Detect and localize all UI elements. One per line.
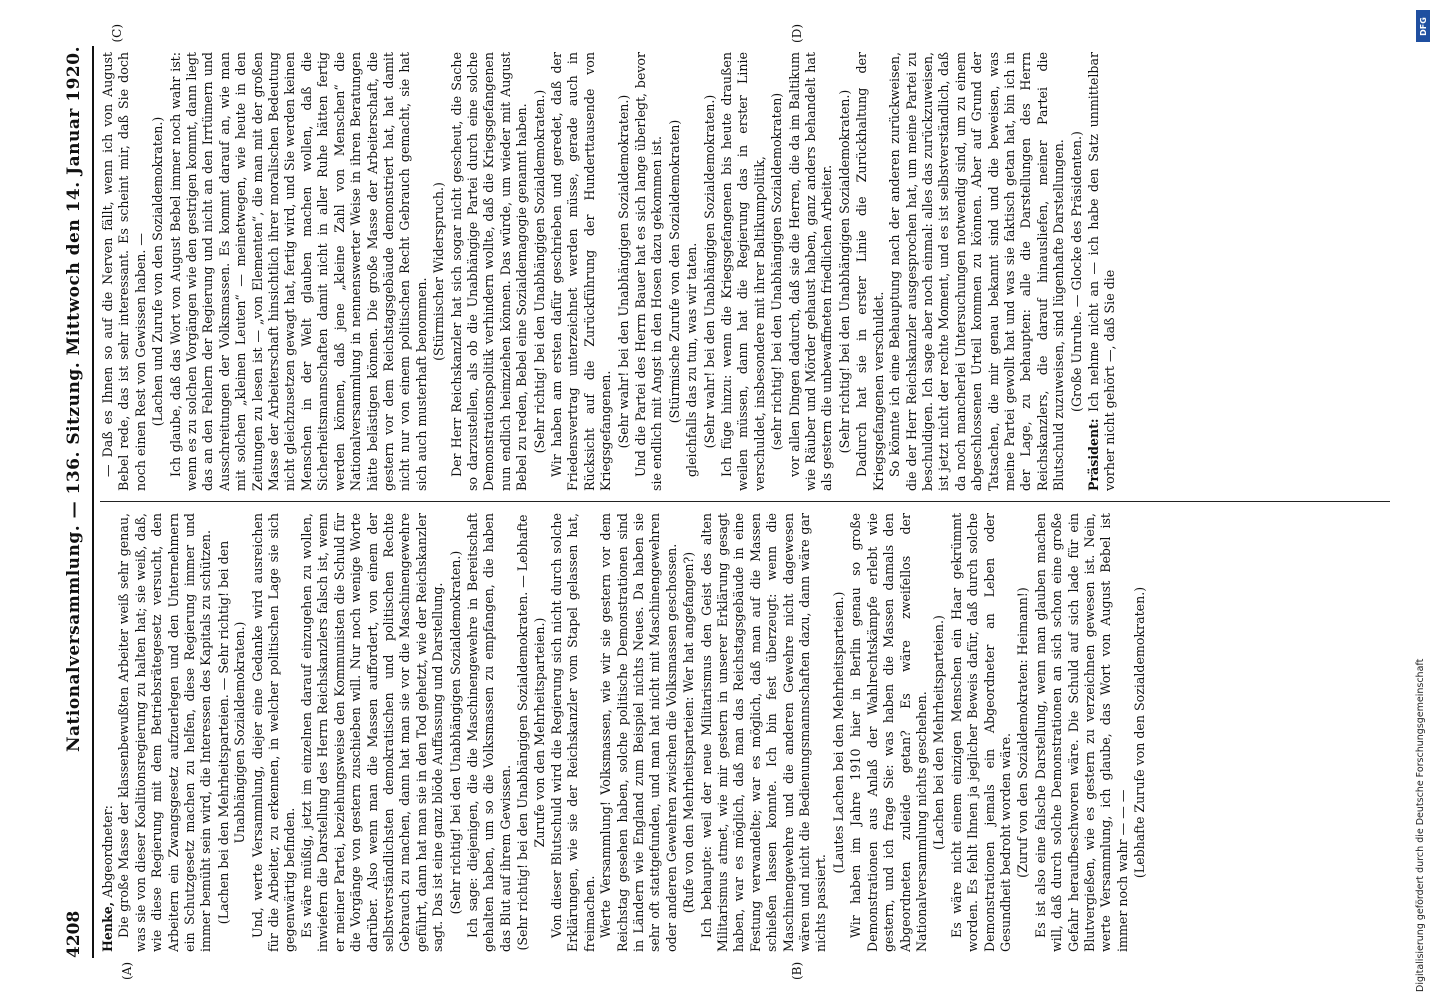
speech-paragraph: Ich sage: diejenigen, die die Maschinengewehre in Bereitschaft gehalten haben, um so die Volksmassen zu empfangen, die haben das Blut auf ihrem Gewissen.: [464, 513, 513, 952]
credit-text: Digitalisierung gefördert durch die Deutsche Forschungsgemeinschaft: [1415, 658, 1426, 992]
speaker-text: Ich nehme nicht an — ich habe den Satz unmittelbar vorher nicht gehört —, daß Sie die: [1085, 52, 1118, 491]
running-head: [56, 46, 94, 958]
speech-paragraph: Werte Versammlung! Volksmassen, wie wir sie gestern vor dem Reichstag gesehen haben, solche politische Demonstrationen sind in Ländern wie England zum Beispiel nichts Neues. Da haben sie sehr oft stattgefunden, und man hat nicht mit Maschinengewehren oder anderen Gewehren zwischen die Volksmassen geschossen.: [598, 513, 679, 952]
interjection: (Lebhafte Zurufe von den Sozialdemokraten.): [1132, 586, 1148, 879]
margin-mark-a: (A): [120, 961, 134, 980]
speech-paragraph: Und, werte Versammlung, diejer eine Gedanke wird ausreichen für die Arbeiter, zu erkennen, in welcher politischen Lage sie sich gegenwärtig befinden.: [249, 513, 298, 952]
margin-mark-b: (B): [790, 961, 804, 980]
speech-paragraph: Ich behaupte: weil der neue Militarismus den Geist des alten Militarismus atmet, wie mir gestern in unserer Erklärung gesagt haben, war es möglich, daß man das Reichstagsgebäude in eine Festung verwandelte; war es möglich, daß man auf die Massen schießen lassen konnte. Ich bin fest überzeugt: wenn die Maschinengewehre und die anderen Gewehre nicht dagewesen wären und nicht die Bedienungsmannschaften dazu, dann wäre gar nichts passiert.: [698, 513, 829, 952]
speaker-text: Abgeordneter:: [100, 805, 115, 898]
interjection: (Lachen und Zurufe von den Sozialdemokraten.): [150, 116, 166, 427]
page-number: 4208: [64, 910, 84, 958]
speech-paragraph: Es ist also eine falsche Darstellung, wenn man glauben machen will, daß durch solche Demonstrationen an sich schon eine große Gefahr heraufbeschworen wäre. Die Schuld auf sich lade für ein Blutvergießen, wie es gestern zu verzeichnen gewesen ist. Nein, werte Versammlung, ich glaube, das Wort von August Bebel ist immer noch wahr — — —: [1032, 513, 1130, 952]
interjection: (sehr richtig! bei den Unabhängigen Sozialdemokraten): [769, 92, 785, 451]
page-wrapper: [50, 22, 1400, 982]
speech-paragraph: Wir haben im Jahre 1910 hier in Berlin genau so große Demonstrationen aus Anlaß der Wahlrechtskämpfe erlebt wie gestern, und ich frage Sie: was haben die Massen damals den Abgeordneten zuleide getan? Es wäre zweifellos der Nationalversammlung nichts geschehen.: [848, 513, 929, 952]
text-columns: [100, 52, 1390, 952]
margin-mark-c: (C): [110, 24, 124, 43]
interjection: (Sehr wahr! bei den Unabhängigen Sozialdemokraten.): [615, 94, 631, 449]
speech-paragraph: Ich füge hinzu: wenn die Kriegsgefangenen bis heute draußen weilen müssen, dann hat die Regierung das in erster Linie verschuldet, insbesondere mit ihrer Baltikumpolitik,: [719, 52, 767, 491]
speech-paragraph: vor allen Dingen dadurch, daß sie die Herren, die da im Baltikum wie Räuber und Mörder gehaust haben, ganz anders behandelt hat als gestern die unbewaffneten friedlichen Arbeiter.: [786, 52, 835, 491]
interjection: (Zuruf von den Sozialdemokraten: Heimann!): [1015, 587, 1031, 878]
right-column: [100, 52, 1390, 491]
speech-paragraph: Die große Masse der klassenbewußten Arbeiter weiß sehr genau, was sie von dieser Koalitionsregierung zu halten hat; sie weiß, daß, wie diese Regierung mit dem Betriebsrätegesetz versucht, den Arbeitern ein Zwangsgesetz aufzuerlegen und den Unternehmern ein Schutzgesetz machen zu helfen, diese Regierung immer und immer bemüht sein wird, die Interessen des Kapitals zu schützen.: [116, 513, 214, 952]
interjection: (Sehr richtig! bei den Unabhängigen Sozialdemokraten.): [836, 89, 852, 454]
interjection: (Sehr wahr! bei den Unabhängigen Sozialdemokraten.): [701, 94, 717, 449]
speech-paragraph: Wir haben am ersten dafür geschrieben und geredet, daß der Friedensvertrag unterzeichnet werden müsse, gerade auch in Rücksicht auf die Zurückführung der Hunderttausende von Kriegsgefangenen.: [548, 52, 614, 491]
interjection: (Sehr richtig! bei den Unabhängigen Sozialdemokraten.): [531, 89, 547, 454]
dfg-logo: DFG: [1416, 10, 1430, 42]
left-column: [100, 513, 1390, 952]
speech-paragraph: Der Herr Reichskanzler hat sich sogar nicht gescheut, die Sache so darzustellen, als ob die Unabhängige Partei durch eine solche Demonstrationspolitik verhindern wollte, daß die Kriegsgefangenen nun endlich heimziehen können. Das würde, um wieder mit August Bebel zu reden, Bebel eine Sozialdemagogie genannt haben.: [448, 52, 530, 491]
interjection: (Lachen bei den Mehrheitsparteien.): [931, 615, 947, 850]
speech-paragraph: Ich glaube, daß das Wort von August Bebel immer noch wahr ist: wenn es zu solchen Vorgängen wie den gestrigen kommt, dann liegt das an den Fehlern der Regierung und nicht an den Irrtümern und Ausschreitungen der Volksmassen. Es kommt darauf an, wie man mit solchen „kleinen Leuten“ — meinetwegen, wie heute in den Zeitungen zu lesen ist — „von Elementen“, die man mit der großen Masse der Arbeiterschaft hinsichtlich ihrer moralischen Bedeutung nicht gleichzusetzen gewagt hat, fertig wird, und Sie werden keinen Menschen in der Welt glauben machen wollen, daß die Sicherheitsmannschaften damit nicht in aller Ruhe hätten fertig werden können, daß jene „kleine Zahl von Menschen“ die Nationalversammlung in nennenswerter Weise in ihren Beratungen hätte belästigen können. Die große Masse der Arbeiterschaft, die gestern vor dem Reichstagsgebäude demonstriert hat, hat damit nicht nur von einem politischen Recht Gebrauch gemacht, sie hat sich auch musterhaft benommen.: [167, 52, 429, 491]
speaker-paragraph: [1086, 52, 1119, 491]
digitization-credit: [1414, 8, 1428, 992]
running-head-title: Nationalversammlung. — 136. Sitzung. Mittwoch den 14. Januar 1920.: [64, 46, 84, 753]
speech-paragraph: — Daß es Ihnen so auf die Nerven fällt, wenn ich von August Bebel rede, das ist sehr interessant. Es scheint mir, daß Sie doch noch einen Rest von Gewissen haben. —: [100, 52, 148, 491]
speech-paragraph: Es wäre müßig, jetzt im einzelnen darauf einzugehen zu wollen, inwiefern die Darstellung des Herrn Reichskanzlers falsch ist, wenn er meiner Partei, beziehungsweise den Kommunisten die Schuld für die Vorgänge von gestern zuschieben will. Nur noch wenige Worte darüber. Also wenn man die Massen auffordert, von einem der selbstverständlichsten demokratischen und politischen Rechte Gebrauch zu machen, dann hat man sie vor die Maschinengewehre geführt, dann hat man sie in den Tod gehetzt, wie der Reichskanzler sagt. Das ist eine ganz blöde Auffassung und Darstellung.: [298, 513, 446, 952]
speech-paragraph: Es wäre nicht einem einzigen Menschen ein Haar gekrümmt worden. Es fehlt Ihnen ja jeglicher Beweis dafür, daß durch solche Demonstrationen jemals ein Abgeordneter an Leben oder Gesundheit bedroht worden wäre.: [948, 513, 1013, 952]
speech-paragraph: Dadurch hat sie in erster Linie die Zurückhaltung der Kriegsgefangenen verschuldet.: [854, 52, 886, 491]
interjection: (Lachen bei den Mehrheitsparteien. — Sehr richtig! bei den Unabhängigen Sozialdemokraten.): [215, 540, 248, 925]
interjection: (Lautes Lachen bei den Mehrheitsparteien.): [830, 591, 846, 874]
speech-paragraph: Von dieser Blutschuld wird die Regierung sich nicht durch solche Erklärungen, wie sie der Reichskanzler vom Stapel gelassen hat, freimachen.: [548, 513, 597, 952]
speech-paragraph: So könnte ich eine Behauptung nach der anderen zurückweisen, die der Herr Reichskanzler ausgesprochen hat, um meine Partei zu beschuldigen. Ich sage aber noch einmal: alles das zurückzuweisen, ist jetzt nicht der rechte Moment, und es ist selbstverständlich, daß da noch mancherlei Untersuchungen notwendig sind, um zu einem abgeschlossenen Urteil kommen zu können. Aber auf Grund der Tatsachen, die mir genau bekannt sind und die beweisen, was meine Partei gewollt hat und was sie faktisch getan hat, bin ich in der Lage, zu behaupten: alle die Darstellungen des Herrn Reichskanzlers, die darauf hinausliefen, meiner Partei die Blutschuld zuzuweisen, sind lügenhafte Darstellungen.: [887, 52, 1067, 491]
interjection: (Stürmische Zurufe von den Sozialdemokraten): [666, 119, 682, 424]
interjection: (Stürmischer Widerspruch.): [431, 182, 447, 361]
speaker-name: Henke,: [100, 901, 115, 952]
speech-paragraph: Und die Partei des Herrn Bauer hat es sich lange überlegt, bevor sie endlich mit Angst in den Hosen dazu gekommen ist.: [633, 52, 665, 491]
interjection: (Rufe von den Mehrheitsparteien: Wer hat angefangen?): [681, 551, 697, 914]
interjection: (Sehr richtig! bei den Unabhängigen Sozialdemokraten.): [447, 550, 463, 915]
speaker-paragraph: [100, 513, 116, 952]
speaker-name: Präsident:: [1085, 418, 1101, 491]
interjection: (Große Unruhe. — Glocke des Präsidenten.): [1068, 131, 1084, 412]
document-page: [50, 22, 1400, 982]
interjection: (Sehr richtig! bei den Unabhängigen Sozialdemokraten. — Lebhafte Zurufe von den Mehrheitsparteien.): [515, 514, 547, 951]
margin-mark-d: (D): [790, 24, 804, 43]
speech-paragraph: gleichfalls das zu tun, was wir taten.: [684, 242, 700, 477]
